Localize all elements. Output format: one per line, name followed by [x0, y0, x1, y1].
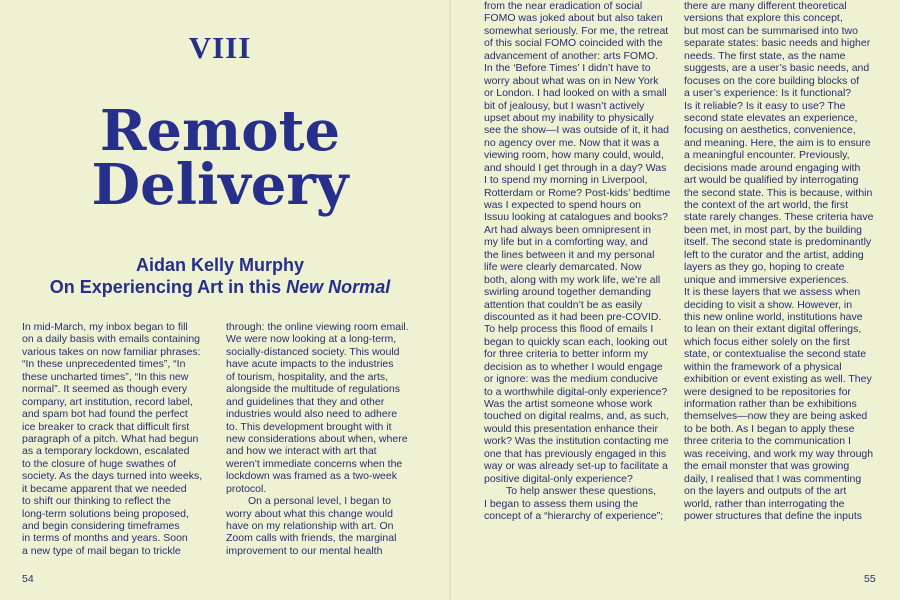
text-line: Issuu looking at catalogues and books?: [484, 211, 668, 224]
text-line: to be both. As I began to apply these: [684, 422, 855, 435]
text-line: Zoom calls with friends, the marginal: [226, 532, 397, 545]
text-line: second state elevates an experience,: [684, 111, 858, 124]
text-line: daily, I realised that I was commenting: [684, 472, 862, 485]
text-line: information rather than be exhibitions: [684, 398, 857, 410]
subtitle-line: [0, 276, 440, 298]
text-line: way or was already set-up to facilitate a: [484, 460, 668, 473]
text-line: upset about my inability to physically: [484, 111, 654, 124]
text-line: these uncharted times”, “In this new: [22, 370, 189, 383]
text-line: “In these unprecedented times”, “In: [22, 358, 186, 371]
text-line: which focus either solely on the first: [684, 335, 850, 348]
title-line: Delivery: [91, 152, 349, 218]
text-line: society. As the days turned into weeks,: [22, 470, 203, 483]
text-line: viewing room, how many could, would,: [484, 149, 664, 162]
text-line: was receiving, and work my way through: [684, 447, 874, 460]
text-line: to shift our thinking to reflect the: [22, 495, 171, 508]
text-line: somewhat seriously. For me, the retreat: [484, 24, 669, 37]
text-line: a meaningful encounter. Previously,: [684, 149, 850, 162]
text-line: have acute impacts to the industries: [226, 358, 394, 371]
text-line: Is it reliable? Is it easy to use? The: [684, 99, 846, 112]
text-line: a user’s experience: Is it functional?: [684, 87, 852, 100]
text-line: on a daily basis with emails containing: [22, 333, 201, 346]
text-column-2: [226, 321, 409, 557]
text-line: was I expected to spend hours on: [484, 199, 642, 211]
text-column-4: [684, 0, 874, 522]
text-line: itself. The second state is predominantly: [684, 236, 872, 249]
text-line: touched on digital realms, and, as such,: [484, 410, 670, 423]
text-line: It is these layers that we assess when: [684, 286, 861, 299]
text-line: I to spend my morning in Liverpool,: [484, 174, 648, 187]
text-line: within the framework of a physical: [684, 360, 842, 373]
text-line: improvement to our mental health: [226, 544, 383, 557]
text-line: alongside the multitude of regulations: [226, 383, 400, 396]
text-line: this new online world, institutions have: [684, 310, 863, 323]
text-line: were designed to be repositories for: [684, 385, 851, 398]
text-line: to lean on their extant digital offerings,: [684, 323, 862, 336]
article-title: [0, 98, 440, 218]
text-line: Was the artist someone whose work: [484, 398, 653, 410]
text-line: but most can be summarised into two: [684, 24, 858, 37]
text-line: worry about what was on in New York: [484, 74, 659, 87]
text-line: began to quickly scan each, looking out: [484, 335, 668, 348]
text-line: and how we interact with art that: [226, 445, 377, 458]
text-line: the context of the art world, the first: [684, 199, 848, 211]
text-line: Art had always been omnipresent in: [484, 223, 651, 236]
text-line: concept of a “hierarchy of experience”;: [484, 509, 664, 522]
text-line: art would be qualified by interrogating: [684, 174, 859, 187]
text-line: of this social FOMO coincided with the: [484, 37, 663, 50]
text-line: state rarely changes. These criteria have: [684, 211, 874, 224]
text-line: company, art institution, record label,: [22, 395, 193, 408]
text-line: versions that explore this concept,: [684, 12, 843, 25]
text-line: three criteria to the communication I: [684, 435, 851, 448]
page-number-right: 55: [864, 573, 876, 585]
text-line: life were clearly demarcated. Now: [484, 261, 642, 274]
text-line: as a temporary lockdown, escalated: [22, 445, 190, 458]
text-line: needs. The first state, as the name: [684, 49, 846, 62]
text-line: paragraph of a pitch. What had begun: [22, 432, 199, 445]
text-line: In the ‘Before Times’ I didn’t have to: [484, 62, 651, 75]
article-subtitle: [0, 254, 440, 298]
text-line: weren’t immediate concerns when the: [226, 457, 403, 470]
text-column-3: [484, 0, 670, 522]
text-line: the lines between it and my personal: [484, 248, 655, 261]
text-line: I began to assess them using the: [484, 497, 639, 510]
text-line: focusing on aesthetics, convenience,: [684, 124, 856, 137]
page-number-left: 54: [22, 573, 34, 585]
text-line: work? Was the institution contacting me: [484, 435, 669, 448]
text-line: a new type of mail began to trickle: [22, 544, 181, 557]
text-line: To help answer these questions,: [506, 485, 657, 498]
text-line: decisions made around engaging with: [684, 161, 861, 174]
text-line: it became apparent that we needed: [22, 482, 187, 495]
text-line: from the near eradication of social: [484, 0, 643, 12]
text-line: to a worthwhile digital-only experience?: [484, 385, 668, 398]
text-line: layers as they go, hoping to create: [684, 261, 845, 274]
title-line: Remote: [99, 98, 341, 164]
subtitle-prefix: On Experiencing Art in this: [49, 277, 287, 297]
text-line: power structures that define the inputs: [684, 509, 863, 522]
text-line: both, along with my work life, we’re all: [484, 273, 661, 286]
text-line: been met, in most part, by the building: [684, 223, 863, 236]
text-line: positive digital-only experience?: [484, 472, 633, 485]
text-line: In mid-March, my inbox began to fill: [22, 321, 188, 333]
text-line: and meaning. Here, the aim is to ensure: [684, 136, 871, 149]
text-line: of tourism, hospitality, and the arts,: [226, 370, 389, 383]
text-line: and guidelines that they and other: [226, 395, 385, 408]
text-line: FOMO was joked about but also taken: [484, 12, 663, 25]
text-line: worry about what this change would: [226, 507, 393, 520]
text-line: long-term solutions being proposed,: [22, 507, 189, 520]
text-column-1: [22, 321, 202, 557]
text-line: To help process this flood of emails I: [484, 323, 654, 336]
text-line: socially-distanced society. This would: [226, 345, 400, 358]
text-line: have on my relationship with art. On: [226, 520, 394, 532]
text-line: exhibition or event existing as well. They: [684, 373, 872, 386]
text-line: my life but in a comforting way, and: [484, 236, 648, 249]
text-line: to. This development brought with it: [226, 420, 392, 433]
text-line: protocol.: [226, 482, 267, 495]
text-line: various takes on now familiar phrases:: [22, 345, 201, 358]
text-line: ice breaker to crack that difficult first: [22, 420, 190, 433]
text-line: to the closure of huge swathes of: [22, 457, 177, 470]
text-line: through: the online viewing room email.: [226, 321, 409, 333]
text-line: separate states: basic needs and higher: [684, 37, 871, 50]
text-line: advancement of another: arts FOMO.: [484, 49, 658, 62]
text-line: left to the curator and the artist, adding: [684, 248, 864, 261]
text-line: new considerations about when, where: [226, 432, 408, 445]
text-line: see the show—I was outside of it, it had: [484, 124, 670, 137]
text-line: the email monster that was growing: [684, 460, 850, 473]
text-line: attention that couldn’t be as easily: [484, 298, 643, 311]
text-line: Rotterdam or Rome? Post-kids’ bedtime: [484, 186, 671, 199]
text-line: one that has previously engaged in this: [484, 447, 667, 460]
text-line: the second state. This is because, within: [684, 186, 873, 199]
text-line: suggests, are a user’s basic needs, and: [684, 62, 870, 75]
text-line: there are many different theoretical: [684, 0, 847, 12]
text-line: bit of jealousy, but I wasn’t actively: [484, 99, 645, 112]
text-line: in terms of months and years. Soon: [22, 532, 188, 545]
text-line: unique and immersive experiences.: [684, 273, 850, 286]
text-line: and begin considering timeframes: [22, 520, 180, 532]
text-line: for three criteria to better inform my: [484, 348, 648, 361]
subtitle-emphasis: New Normal: [286, 277, 391, 297]
text-line: or ignore: was the medium conducive: [484, 373, 658, 386]
text-line: lockdown was framed as a two-week: [226, 470, 397, 483]
text-line: and spam bot had found the perfect: [22, 408, 188, 421]
text-line: or London. I had looked on with a small: [484, 87, 667, 100]
text-line: We were now looking at a long-term,: [226, 333, 397, 346]
text-line: decision as to whether I would engage: [484, 360, 663, 373]
text-line: normal”. It seemed as though every: [22, 383, 188, 396]
text-line: focuses on the core building blocks of: [684, 74, 860, 87]
text-line: industries would also need to adhere: [226, 408, 398, 421]
page-gutter: [449, 0, 451, 600]
text-line: would this presentation enhance their: [484, 422, 658, 435]
text-line: themselves—now they are being asked: [684, 410, 868, 423]
text-line: deciding to visit a show. However, in: [684, 298, 853, 311]
text-line: world, rather than interrogating the: [684, 497, 845, 510]
text-line: and should I get through in a day? Was: [484, 161, 667, 174]
author-name: Aidan Kelly Murphy: [135, 255, 305, 275]
text-line: no agency over me. Now that it was a: [484, 136, 660, 149]
text-line: swirling around together demanding: [484, 286, 651, 299]
text-line: on the layers and outputs of the art: [684, 485, 847, 498]
text-line: discounted as it had been pre-COVID.: [484, 310, 662, 323]
text-line: state, or contextualise the second state: [684, 348, 867, 361]
text-line: On a personal level, I began to: [248, 495, 392, 508]
chapter-number: VIII: [188, 30, 252, 65]
